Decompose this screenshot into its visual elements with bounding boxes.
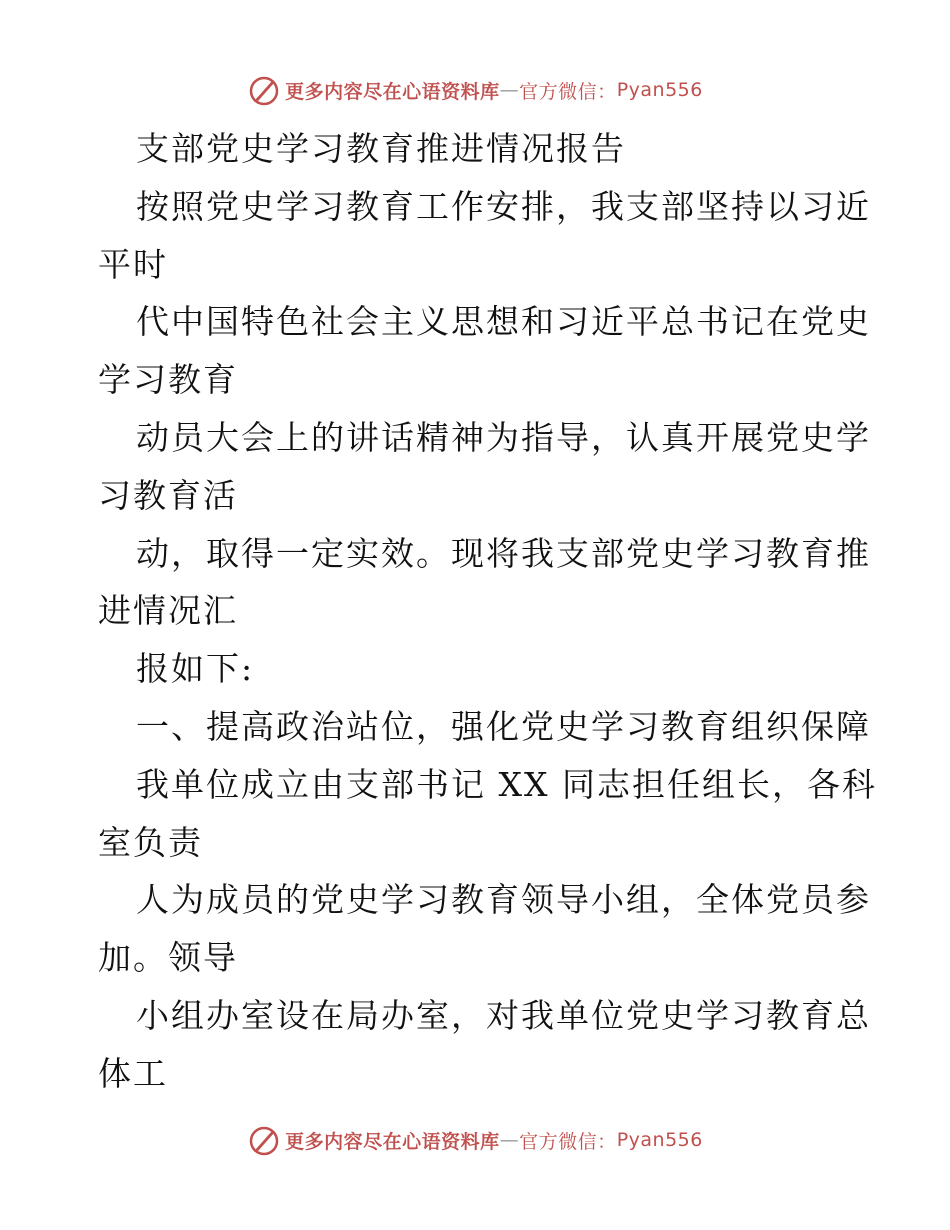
watermark-brand: 更多内容尽在心语资料库	[285, 1130, 500, 1153]
document-body	[98, 120, 877, 1103]
watermark-wechat-id: Pyan556	[616, 79, 703, 101]
text-line: 代中国特色社会主义思想和习近平总书记在党史	[136, 302, 871, 342]
text-line: 体工	[98, 1053, 168, 1093]
text-line: 按照党史学习教育工作安排，我支部坚持以习近	[136, 186, 871, 226]
document-title: 支部党史学习教育推进情况报告	[136, 129, 626, 168]
text-line: 小组办室设在局办室，对我单位党史学习教育总	[136, 995, 871, 1035]
text-line: 我单位成立由支部书记 XX 同志担任组长，各科	[136, 764, 877, 804]
text-line: 人为成员的党史学习教育领导小组，全体党员参	[136, 880, 871, 920]
text-line: 学习教育	[98, 360, 238, 400]
text-line: 室负责	[98, 822, 203, 862]
quill-pen-logo-icon	[247, 73, 281, 107]
watermark-brand: 更多内容尽在心语资料库	[285, 80, 500, 103]
header-watermark	[0, 70, 950, 110]
text-line: 习教育活	[98, 475, 238, 515]
text-line: 进情况汇	[98, 591, 238, 631]
watermark-label: 官方微信：	[519, 1130, 617, 1153]
section-heading: 一、提高政治站位，强化党史学习教育组织保障	[136, 706, 871, 746]
quill-pen-logo-icon	[247, 1123, 281, 1157]
text-line: 平时	[98, 244, 168, 284]
text-line: 动员大会上的讲话精神为指导，认真开展党史学	[136, 417, 871, 457]
footer-watermark	[0, 1120, 950, 1160]
watermark-dash: —	[499, 79, 520, 101]
text-line: 报如下:	[136, 649, 255, 689]
text-line: 加。领导	[98, 938, 238, 978]
watermark-label: 官方微信：	[519, 80, 617, 103]
text-line: 动，取得一定实效。现将我支部党史学习教育推	[136, 533, 871, 573]
watermark-wechat-id: Pyan556	[616, 1129, 703, 1151]
watermark-dash: —	[499, 1129, 520, 1151]
